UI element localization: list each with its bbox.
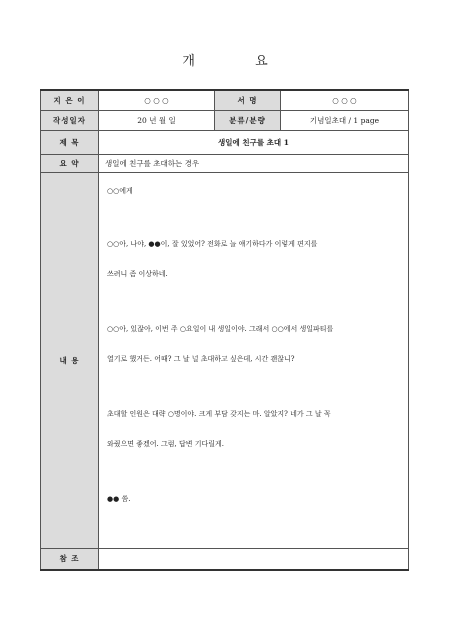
category-label: 분류/분량 [215, 110, 281, 130]
letter-signoff: ●● 씀. [107, 494, 131, 503]
content-label: 내 용 [41, 172, 99, 548]
letter-line: 초대할 인원은 대략 ○명이야. 크게 부담 갖지는 마. 알았지? 네가 그 날 꼭 [107, 409, 331, 418]
category-value: 기념일초대 / 1 page [281, 110, 409, 130]
letter-line: ○○아, 있잖아, 이번 주 ○요일이 내 생일이야. 그래서 ○○에서 생일파티를 [107, 324, 334, 333]
reference-label: 참 조 [41, 548, 99, 570]
author-label: 지 은 이 [41, 90, 99, 110]
page-title: 개 요 [182, 54, 296, 69]
overview-form-table [40, 89, 409, 571]
signature-value: ○ ○ ○ [281, 90, 409, 110]
author-value: ○ ○ ○ [99, 90, 215, 110]
letter-greeting: ○○에게 [107, 186, 133, 195]
date-label: 작성일자 [41, 110, 99, 130]
content-cell [99, 172, 409, 548]
summary-label: 요 약 [41, 154, 99, 172]
letter-line: 쓰려니 좀 이상하네. [107, 269, 168, 278]
letter-body [99, 173, 408, 504]
letter-line: ○○아, 나야, ●●이, 잘 있었어? 전화로 늘 얘기하다가 이렇게 편지를 [107, 239, 318, 248]
letter-line: 와줬으면 좋겠어. 그럼, 답변 기다릴게. [107, 439, 225, 448]
letter-line: 열기로 했거든. 어때? 그 날 널 초대하고 싶은데, 시간 괜찮니? [107, 354, 295, 363]
reference-value [99, 548, 409, 570]
date-value: 20 년 월 일 [99, 110, 215, 130]
signature-label: 서 명 [215, 90, 281, 110]
subject-value: 생일에 친구를 초대 1 [99, 130, 409, 154]
subject-label: 제 목 [41, 130, 99, 154]
summary-value: 생일에 친구를 초대하는 경우 [99, 154, 409, 172]
